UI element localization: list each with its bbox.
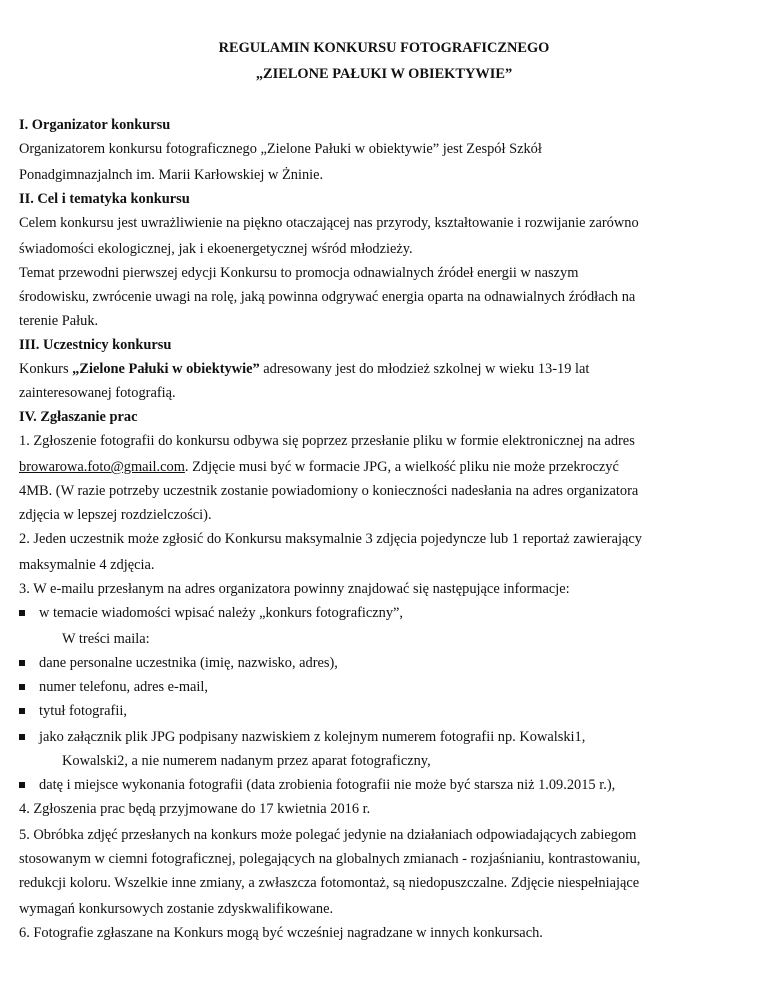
list-item-text: dane personalne uczestnika (imię, nazwisko, adres),	[39, 655, 338, 671]
paragraph-line: Kowalski2, a nie numerem nadanym przez aparat fotograficzny,	[62, 753, 431, 769]
square-bullet-icon	[19, 684, 25, 690]
paragraph-line: zdjęcia w lepszej rozdzielczości).	[19, 507, 212, 523]
list-item-text: w temacie wiadomości wpisać należy „konkurs fotograficzny”,	[39, 605, 404, 621]
section-heading-submission: IV. Zgłaszanie prac	[19, 409, 138, 425]
paragraph-line: Ponadgimnazjalnch im. Marii Karłowskiej w Żninie.	[19, 167, 324, 183]
doc-subtitle: „ZIELONE PAŁUKI W OBIEKTYWIE”	[255, 66, 513, 82]
paragraph-line: stosowanym w ciemni fotograficznej, polegających na globalnych zmianach - rozjaśnianiu, kontrastowaniu,	[19, 851, 641, 867]
paragraph-line: wymagań konkursowych zostanie zdyskwalifikowane.	[19, 901, 334, 917]
paragraph-line: środowisku, zwrócenie uwagi na rolę, jaką powinna odgrywać energia oparta na odnawialnych źródłach na	[19, 289, 636, 305]
list-item	[19, 702, 127, 720]
paragraph-line: Celem konkursu jest uwrażliwienie na piękno otaczającej nas przyrody, kształtowanie i rozwijanie zarówno	[19, 215, 639, 231]
text-segment: adresowany jest do młodzież szkolnej w wieku 13-19 lat	[259, 361, 590, 377]
paragraph-line: Temat przewodni pierwszej edycji Konkursu to promocja odnawialnych źródeł energii w naszym	[19, 265, 579, 281]
email-link[interactable]: browarowa.foto@gmail.com	[19, 459, 185, 475]
paragraph-line: terenie Pałuk.	[19, 313, 99, 329]
paragraph-line: 3. W e-mailu przesłanym na adres organizatora powinny znajdować się następujące informacje:	[19, 581, 570, 597]
paragraph-line: W treści maila:	[62, 631, 150, 647]
section-heading-organizer: I. Organizator konkursu	[19, 117, 171, 133]
paragraph-line: 6. Fotografie zgłaszane na Konkurs mogą być wcześniej nagradzane w innych konkursach.	[19, 925, 543, 941]
list-item	[19, 728, 585, 746]
paragraph-line: redukcji koloru. Wszelkie inne zmiany, a zwłaszcza fotomontaż, są niedopuszczalne. Zdjęcie niespełniające	[19, 875, 640, 891]
paragraph-line: 4MB. (W razie potrzeby uczestnik zostanie powiadomiony o konieczności nadesłania na adres organizatora	[19, 483, 639, 499]
list-item-text: datę i miejsce wykonania fotografii (data zrobienia fotografii nie może być starsza niż 1.09.2015 r.),	[39, 777, 616, 793]
paragraph-line	[19, 360, 589, 378]
contest-name-bold: „Zielone Pałuki w obiektywie”	[72, 361, 260, 377]
square-bullet-icon	[19, 708, 25, 714]
text-segment: Konkurs	[19, 361, 73, 377]
list-item-text: jako załącznik plik JPG podpisany nazwiskiem z kolejnym numerem fotografii np. Kowalski1,	[39, 729, 586, 745]
section-heading-goal: II. Cel i tematyka konkursu	[19, 191, 190, 207]
section-heading-participants: III. Uczestnicy konkursu	[19, 337, 172, 353]
list-item-text: numer telefonu, adres e-mail,	[39, 679, 209, 695]
paragraph-line: 4. Zgłoszenia prac będą przyjmowane do 17 kwietnia 2016 r.	[19, 801, 371, 817]
paragraph-line: 1. Zgłoszenie fotografii do konkursu odbywa się poprzez przesłanie pliku w formie elektronicznej na adres	[19, 433, 635, 449]
paragraph-line: 5. Obróbka zdjęć przesłanych na konkurs może polegać jedynie na działaniach odpowiadających zabiegom	[19, 827, 637, 843]
square-bullet-icon	[19, 782, 25, 788]
paragraph-line: maksymalnie 4 zdjęcia.	[19, 557, 155, 573]
square-bullet-icon	[19, 734, 25, 740]
paragraph-line: zainteresowanej fotografią.	[19, 385, 176, 401]
paragraph-line	[19, 458, 619, 476]
paragraph-line: Organizatorem konkursu fotograficznego „Zielone Pałuki w obiektywie” jest Zespół Szkół	[19, 141, 542, 157]
text-segment: . Zdjęcie musi być w formacie JPG, a wielkość pliku nie może przekroczyć	[184, 459, 619, 475]
list-item	[19, 654, 338, 672]
list-item	[19, 678, 208, 696]
list-item	[19, 604, 403, 622]
list-item-text: tytuł fotografii,	[39, 703, 127, 719]
square-bullet-icon	[19, 660, 25, 666]
list-item	[19, 776, 615, 794]
paragraph-line: świadomości ekologicznej, jak i ekoenergetycznej wśród młodzieży.	[19, 241, 413, 257]
doc-title: REGULAMIN KONKURSU FOTOGRAFICZNEGO	[218, 40, 550, 56]
paragraph-line: 2. Jeden uczestnik może zgłosić do Konkursu maksymalnie 3 zdjęcia pojedyncze lub 1 reportaż zawierający	[19, 531, 642, 547]
square-bullet-icon	[19, 610, 25, 616]
